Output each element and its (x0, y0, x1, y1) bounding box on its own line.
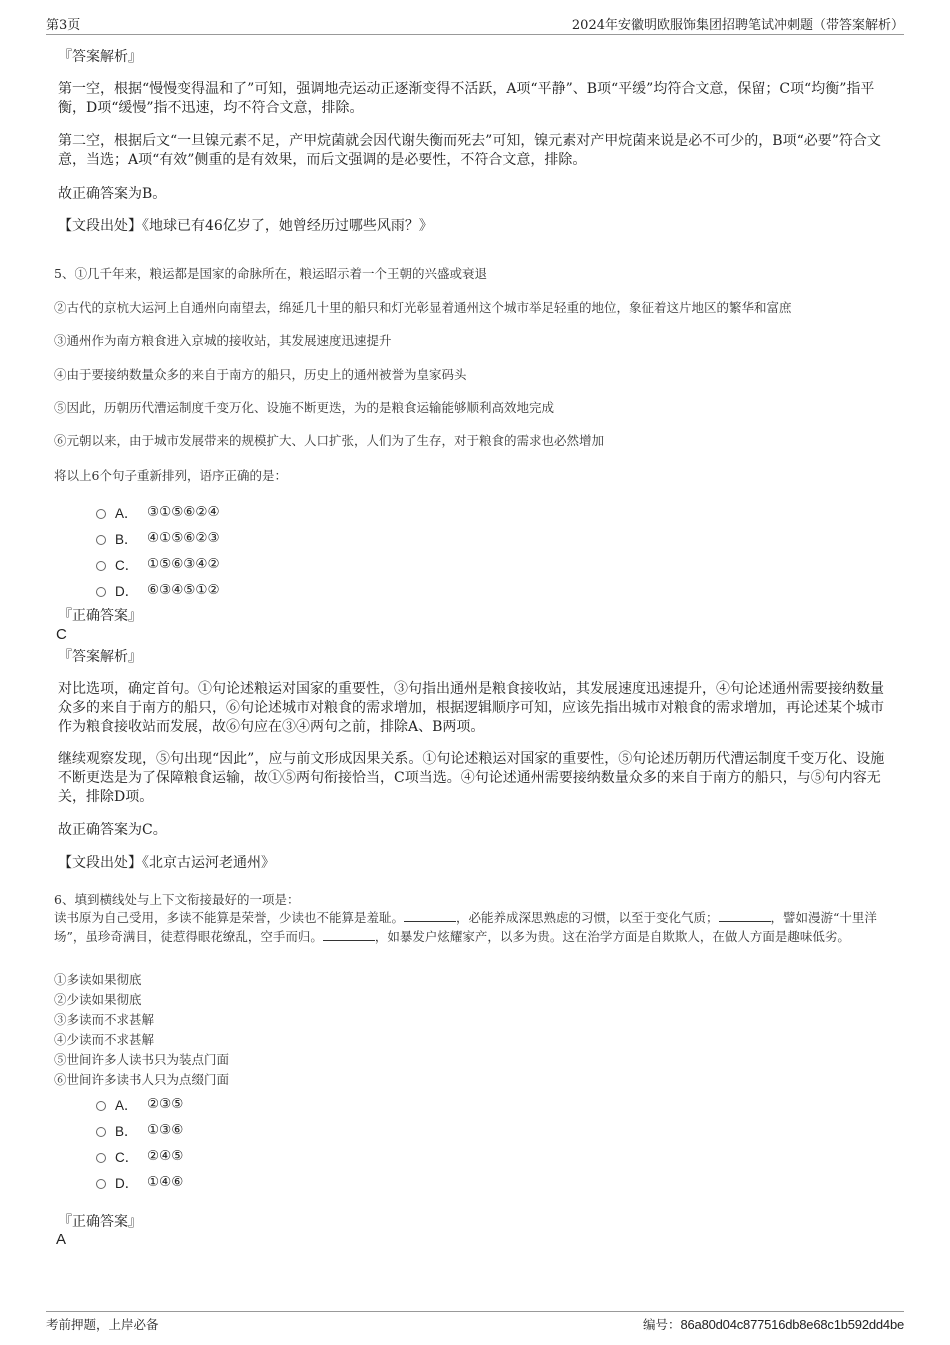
q6-item-1: ①多读如果彻底 (54, 972, 142, 987)
footer-code: 编号：86a80d04c877516db8e68c1b592dd4be (642, 1317, 904, 1332)
q5-sentence-5: ⑤因此，历朝历代漕运制度千变万化、设施不断更迭，为的是粮食运输能够顺利高效地完成 (54, 400, 555, 415)
q4-source: 【文段出处】《地球已有46亿岁了，她曾经历过哪些风雨？》 (58, 218, 433, 234)
q5-analysis-title: 『答案解析』 (58, 649, 142, 665)
blank-2 (719, 909, 771, 922)
q5-prompt: 将以上6个句子重新排列，语序正确的是： (54, 468, 287, 483)
q6-answer: A (56, 1231, 67, 1248)
q5-source: 【文段出处】《北京古运河老通州》 (58, 855, 275, 871)
radio-icon[interactable] (96, 509, 106, 519)
radio-icon[interactable] (96, 535, 106, 545)
page-number: 第3页 (46, 18, 81, 33)
radio-icon[interactable] (96, 561, 106, 571)
q5-analysis-para-2: 继续观察发现，⑤句出现“因此”，应与前文形成因果关系。①句论述粮运对国家的重要性，⑤句论述历朝历代漕运制度千变万化、设施不断更迭是为了保障粮食运输，故①⑤两句衔接恰当，C项当选。④句论述通州需要接纳数量众多的来自于南方的船只，与⑤句内容无关，排除D项。 (58, 751, 885, 805)
q5-analysis-para-1: 对比选项，确定首句。①句论述粮运对国家的重要性，③句指出通州是粮食接收站，其发展速度迅速提升，④句论述通州需要接纳数量众多的来自于南方的船只，⑥句论述城市对粮食的需求增加，根据逻辑顺序可知，应该先指出城市对粮食的需求增加，再论述某个城市作为粮食接收站而发展，故⑥句应在③④两句之前，排除A、B两项。 (58, 681, 884, 735)
q4-analysis-para-2: 第二空，根据后文“一旦镍元素不足，产甲烷菌就会因代谢失衡而死去”可知，镍元素对产甲烷菌来说是必不可少的，B项“必要”符合文意，当选；A项“有效”侧重的是有效果，而后文强调的是必要性，不符合文意，排除。 (58, 133, 881, 168)
q6-title: 6、填到横线处与上下文衔接最好的一项是： (54, 892, 300, 907)
q6-item-4: ④少读而不求甚解 (54, 1032, 155, 1047)
q5-sentence-4: ④由于要接纳数量众多的来自于南方的船只，历史上的通州被誉为皇家码头 (54, 367, 467, 382)
radio-icon[interactable] (96, 587, 106, 597)
document-title: 2024年安徽明欧服饰集团招聘笔试冲刺题（带答案解析） (571, 18, 904, 33)
q6-item-2: ②少读如果彻底 (54, 992, 142, 1007)
q5-sentence-6: ⑥元朝以来，由于城市发展带来的规模扩大、人口扩张，人们为了生存，对于粮食的需求也必然增加 (54, 433, 605, 448)
radio-icon[interactable] (96, 1127, 106, 1137)
q5-answer-title: 『正确答案』 (58, 608, 142, 624)
q5-option-c[interactable]: C． ①⑤⑥③④② (96, 554, 220, 574)
q4-analysis-para-1: 第一空，根据“慢慢变得温和了”可知，强调地壳运动正逐渐变得不活跃，A项“平静”、B项“平缓”均符合文意，保留；C项“均衡”指平衡，D项“缓慢”指不迅速，均不符合文意，排除。 (58, 81, 875, 116)
radio-icon[interactable] (96, 1153, 106, 1163)
q6-option-a[interactable]: A． ②③⑤ (96, 1094, 183, 1114)
q5-sentence-1: 5、①几千年来，粮运都是国家的命脉所在，粮运昭示着一个王朝的兴盛或衰退 (54, 266, 487, 281)
q6-item-5: ⑤世间许多人读书只为装点门面 (54, 1052, 230, 1067)
q6-item-3: ③多读而不求甚解 (54, 1012, 155, 1027)
footer-slogan: 考前押题，上岸必备 (46, 1317, 159, 1332)
q6-option-b[interactable]: B． ①③⑥ (96, 1120, 183, 1140)
q5-sentence-2: ②古代的京杭大运河上自通州向南望去，绵延几十里的船只和灯光彰显着通州这个城市举足轻重的地位，象征着这片地区的繁华和富庶 (54, 300, 792, 315)
blank-3 (323, 928, 375, 941)
q4-analysis-title: 『答案解析』 (58, 49, 142, 65)
radio-icon[interactable] (96, 1179, 106, 1189)
q5-option-b[interactable]: B． ④①⑤⑥②③ (96, 528, 220, 548)
page-header (46, 12, 904, 35)
q5-answer: C (56, 626, 67, 643)
q5-option-a[interactable]: A． ③①⑤⑥②④ (96, 502, 220, 522)
q6-option-d[interactable]: D． ①④⑥ (96, 1172, 183, 1192)
q6-passage: 读书原为自己受用，多读不能算是荣誉，少读也不能算是羞耻。 ，必能养成深思熟虑的习惯，以至于变化气质； ，譬如漫游“十里洋场”，虽珍奇满目，徒惹得眼花缭乱，空手而归。 ，如暴发户炫耀家产，以多为贵。这在治学方面是自欺欺人，在做人方面是趣味低劣。 (54, 910, 877, 944)
page-footer (46, 1311, 904, 1332)
q6-answer-title: 『正确答案』 (58, 1214, 142, 1230)
q6-option-c[interactable]: C． ②④⑤ (96, 1146, 183, 1166)
q4-conclusion: 故正确答案为B。 (58, 186, 167, 202)
q6-item-6: ⑥世间许多读书人只为点缀门面 (54, 1072, 230, 1087)
q5-conclusion: 故正确答案为C。 (58, 822, 167, 838)
q5-option-d[interactable]: D． ⑥③④⑤①② (96, 580, 220, 600)
blank-1 (404, 909, 456, 922)
radio-icon[interactable] (96, 1101, 106, 1111)
q5-sentence-3: ③通州作为南方粮食进入京城的接收站，其发展速度迅速提升 (54, 333, 392, 348)
